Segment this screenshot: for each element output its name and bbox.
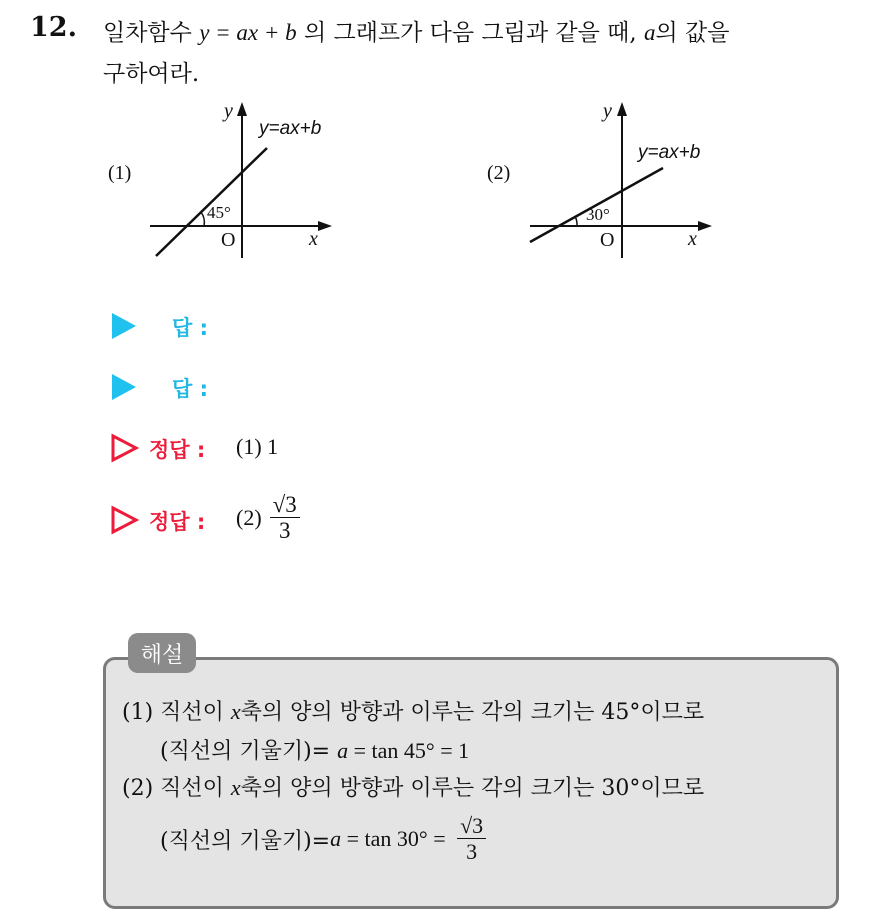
graph2-equation: y=ax+b (638, 142, 701, 163)
graph2-axis-x: x (688, 228, 697, 250)
solution-variable: x (230, 775, 241, 800)
correct1-arrow-icon (110, 433, 140, 463)
graph1-origin: O (221, 229, 236, 251)
solution-text: 축의 양의 방향과 이루는 각의 크기는 45°이므로 (240, 700, 705, 725)
solution-variable: a (337, 738, 349, 763)
solution-line3 (122, 771, 704, 802)
correct2-prefix: (2) (236, 505, 262, 531)
graph2-angle: 30° (586, 205, 610, 224)
question-text-part: 의 값을 (655, 20, 730, 46)
fraction-numerator: √3 (457, 814, 486, 839)
solution-text: (2) 직선이 (122, 776, 231, 801)
correct2-label: 정답 : (149, 510, 206, 534)
question-text-line2: 구하여라. (103, 61, 200, 87)
correct2-fraction (270, 492, 300, 545)
solution-tag: 해설 (128, 633, 196, 673)
solution-variable: a (330, 826, 342, 852)
fraction-numerator: √3 (270, 492, 300, 518)
graph1-angle: 45° (207, 203, 231, 222)
fraction-denominator: 3 (278, 518, 291, 544)
solution-line4 (160, 814, 486, 864)
answer1-arrow-icon (112, 313, 136, 339)
question-text-part: 의 그래프가 다음 그림과 같을 때, (296, 20, 644, 46)
correct2-arrow-icon (110, 505, 140, 535)
graph2-axis-y: y (603, 100, 612, 122)
answer2-label: 답 : (172, 377, 208, 401)
graph1-axis-y: y (224, 100, 233, 122)
answer1-label: 답 : (172, 316, 208, 340)
answer2-arrow-icon (112, 374, 136, 400)
graph2 (520, 98, 730, 268)
graph1-label: (1) (108, 162, 132, 184)
correct2-value (236, 492, 300, 545)
solution-variable: x (230, 699, 241, 724)
correct1-label: 정답 : (149, 438, 206, 462)
question-text-line1 (103, 14, 729, 47)
solution-line1 (122, 695, 704, 726)
question-equation: y = ax + b (199, 20, 297, 45)
question-text-part: 일차함수 (103, 20, 200, 46)
solution-text: (직선의 기울기)= (160, 828, 331, 854)
graph1-axis-x: x (309, 228, 318, 250)
question-number: 12. (30, 12, 77, 43)
solution-text: (직선의 기울기)= (160, 739, 338, 764)
solution-fraction (457, 814, 486, 864)
solution-text: (1) 직선이 (122, 700, 231, 725)
graph1-equation: y=ax+b (259, 118, 322, 139)
fraction-denominator: 3 (466, 839, 478, 865)
solution-math: = tan 30° = (341, 826, 452, 852)
correct1-value: (1) 1 (236, 434, 279, 459)
solution-text: 축의 양의 방향과 이루는 각의 크기는 30°이므로 (240, 776, 705, 801)
solution-math: = tan 45° = 1 (348, 738, 470, 763)
graph2-label: (2) (487, 162, 511, 184)
solution-line2 (160, 734, 469, 765)
question-variable: a (643, 20, 656, 45)
graph2-origin: O (600, 229, 615, 251)
